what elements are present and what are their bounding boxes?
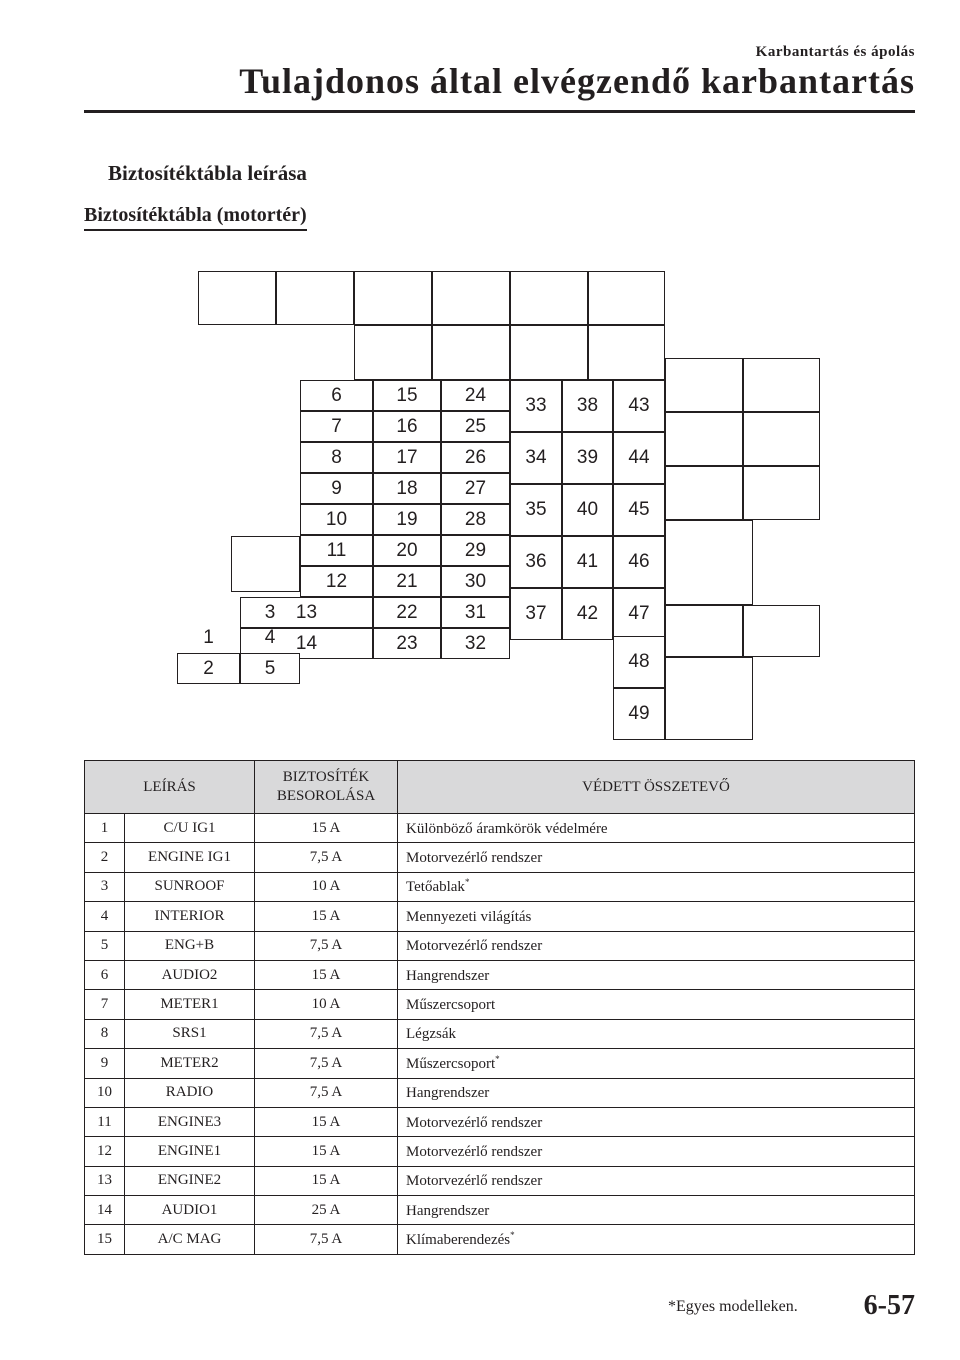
fuse-slot bbox=[743, 412, 820, 466]
fuse-number-text: 1 bbox=[100, 819, 109, 836]
protected-component bbox=[398, 1225, 915, 1254]
protected-component-text: Műszercsoport bbox=[406, 997, 496, 1014]
fuse-slot bbox=[588, 325, 665, 380]
table-row bbox=[85, 1107, 915, 1136]
fuse-slot: 8 bbox=[300, 442, 373, 473]
fuse-number bbox=[85, 1019, 125, 1048]
protected-component bbox=[398, 902, 915, 931]
fuse-description-text: AUDIO1 bbox=[161, 1201, 218, 1218]
protected-component bbox=[398, 814, 915, 843]
fuse-rating bbox=[255, 1166, 398, 1195]
fuse-number-text: 5 bbox=[100, 937, 109, 954]
fuse-number bbox=[85, 960, 125, 989]
fuse-slot: 20 bbox=[373, 535, 441, 566]
fuse-number bbox=[85, 872, 125, 901]
fuse-rating bbox=[255, 990, 398, 1019]
fuse-slot: 40 bbox=[562, 484, 613, 536]
fuse-rating-text: 10 A bbox=[311, 878, 341, 895]
table-row bbox=[85, 1166, 915, 1195]
fuse-slot: 48 bbox=[613, 636, 665, 688]
fuse-slot: 5 bbox=[240, 653, 300, 684]
fuse-description bbox=[125, 1137, 255, 1166]
table-row bbox=[85, 960, 915, 989]
fuse-slot: 44 bbox=[613, 432, 665, 484]
fuse-slot bbox=[743, 605, 820, 657]
fuse-description bbox=[125, 902, 255, 931]
fuse-slot: 45 bbox=[613, 484, 665, 536]
protected-component-text: Motorvezérlő rendszer bbox=[406, 1143, 543, 1160]
fuse-slot bbox=[510, 325, 588, 380]
fuse-slot bbox=[432, 271, 510, 325]
fuse-description-text: SRS1 bbox=[172, 1025, 207, 1042]
fuse-slot: 39 bbox=[562, 432, 613, 484]
fuse-description bbox=[125, 1019, 255, 1048]
table-row bbox=[85, 1196, 915, 1225]
fuse-description bbox=[125, 814, 255, 843]
fuse-slot: 23 bbox=[373, 628, 441, 659]
fuse-description-text: AUDIO2 bbox=[161, 966, 218, 983]
header-rating-line1: BIZTOSÍTÉK bbox=[282, 769, 370, 785]
fuse-slot: 1 bbox=[203, 626, 214, 648]
fuse-rating bbox=[255, 843, 398, 872]
fuse-number-text: 8 bbox=[100, 1025, 109, 1042]
fuse-rating-text: 7,5 A bbox=[309, 1025, 343, 1042]
protected-component-text: Mennyezeti világítás bbox=[406, 908, 532, 925]
footnote-star: * bbox=[510, 1230, 515, 1241]
fuse-slot: 19 bbox=[373, 504, 441, 535]
fuse-number bbox=[85, 1107, 125, 1136]
fuse-slot: 14 bbox=[240, 628, 373, 659]
fuse-slot: 21 bbox=[373, 566, 441, 597]
fuse-slot: 25 bbox=[441, 411, 510, 442]
fuse-description bbox=[125, 1166, 255, 1195]
fuse-rating-text: 15 A bbox=[311, 907, 341, 924]
protected-component bbox=[398, 1137, 915, 1166]
fuse-slot: 34 bbox=[510, 432, 562, 484]
fuse-number bbox=[85, 902, 125, 931]
table-row bbox=[85, 843, 915, 872]
fuse-rating-text: 7,5 A bbox=[309, 1054, 343, 1071]
fuse-description bbox=[125, 1049, 255, 1078]
fuse-description bbox=[125, 990, 255, 1019]
fuse-description bbox=[125, 872, 255, 901]
table-row bbox=[85, 1049, 915, 1078]
protected-component-text: Motorvezérlő rendszer bbox=[406, 1173, 543, 1190]
fuse-rating-text: 15 A bbox=[311, 819, 341, 836]
protected-component-text: Klímaberendezés bbox=[406, 1232, 511, 1249]
fuse-description bbox=[125, 1107, 255, 1136]
fuse-description-text: RADIO bbox=[165, 1084, 214, 1101]
fuse-number-text: 4 bbox=[100, 907, 109, 924]
fuse-slot: 3 bbox=[264, 601, 276, 623]
protected-component bbox=[398, 960, 915, 989]
fuse-slot: 47 bbox=[613, 588, 665, 640]
protected-component bbox=[398, 1019, 915, 1048]
fuse-rating-text: 10 A bbox=[311, 996, 341, 1013]
protected-component bbox=[398, 1166, 915, 1195]
fuse-rating-text: 25 A bbox=[311, 1201, 341, 1218]
fuse-number-text: 15 bbox=[97, 1231, 112, 1248]
footnote-star: * bbox=[464, 877, 470, 888]
protected-component bbox=[398, 872, 915, 901]
fuse-rating-text: 7,5 A bbox=[309, 849, 343, 866]
fuse-number-text: 6 bbox=[100, 966, 109, 983]
table-row bbox=[85, 931, 915, 960]
protected-component-text: Műszercsoport bbox=[406, 1055, 496, 1072]
fuse-slot: 37 bbox=[510, 588, 562, 640]
fuse-description-text: C/U IG1 bbox=[163, 819, 216, 836]
footnote: *Egyes modelleken. bbox=[668, 1298, 798, 1315]
fuse-number bbox=[85, 1225, 125, 1254]
section-title: Biztosítéktábla leírása bbox=[108, 161, 307, 185]
fuse-number bbox=[85, 843, 125, 872]
fuse-slot bbox=[432, 325, 510, 380]
protected-component-text: Hangrendszer bbox=[406, 967, 490, 984]
protected-component bbox=[398, 1049, 915, 1078]
fuse-slot: 46 bbox=[613, 536, 665, 588]
fuse-slot bbox=[354, 271, 432, 325]
table-row bbox=[85, 872, 915, 901]
fuse-description bbox=[125, 960, 255, 989]
fuse-slot: 24 bbox=[441, 380, 510, 411]
fuse-slot bbox=[276, 271, 354, 325]
fuse-number bbox=[85, 1196, 125, 1225]
fuse-number-text: 9 bbox=[100, 1054, 109, 1071]
protected-component bbox=[398, 1078, 915, 1107]
fuse-rating bbox=[255, 902, 398, 931]
fuse-rating bbox=[255, 1225, 398, 1254]
fuse-description bbox=[125, 1196, 255, 1225]
protected-component bbox=[398, 843, 915, 872]
fuse-slot: 4 bbox=[264, 626, 276, 648]
fuse-number bbox=[85, 931, 125, 960]
fuse-slot bbox=[665, 466, 743, 520]
fuse-description-text: METER2 bbox=[160, 1054, 219, 1071]
fuse-slot bbox=[198, 271, 276, 325]
fuse-slot: 9 bbox=[300, 473, 373, 504]
fuse-number bbox=[85, 1166, 125, 1195]
fuse-description-text: ENGINE3 bbox=[157, 1113, 222, 1130]
protected-component-text: Motorvezérlő rendszer bbox=[406, 1114, 543, 1131]
fuse-description-text: INTERIOR bbox=[154, 907, 225, 924]
page-title: Tulajdonos által elvégzendő karbantartás bbox=[239, 61, 915, 101]
fuse-slot bbox=[665, 605, 743, 657]
fuse-table bbox=[84, 760, 915, 1255]
fuse-slot: 42 bbox=[562, 588, 613, 640]
fuse-slot: 28 bbox=[441, 504, 510, 535]
protected-component-text: Hangrendszer bbox=[406, 1085, 490, 1102]
fuse-rating-text: 7,5 A bbox=[309, 1231, 343, 1248]
fuse-number-text: 3 bbox=[100, 878, 109, 895]
fuse-slot bbox=[665, 358, 743, 412]
fuse-number-text: 2 bbox=[100, 849, 109, 866]
fuse-description-text: ENGINE2 bbox=[157, 1172, 222, 1189]
fuse-description-text: ENGINE1 bbox=[157, 1142, 222, 1159]
fuse-description-text: METER1 bbox=[160, 996, 219, 1013]
fuse-slot: 7 bbox=[300, 411, 373, 442]
protected-component-text: Motorvezérlő rendszer bbox=[406, 938, 543, 955]
table-row bbox=[85, 902, 915, 931]
fuse-slot bbox=[588, 271, 665, 325]
fuse-rating bbox=[255, 1107, 398, 1136]
fuse-rating-text: 7,5 A bbox=[309, 1084, 343, 1101]
protected-component-text: Különböző áramkörök védelmére bbox=[406, 820, 608, 837]
fuse-number bbox=[85, 990, 125, 1019]
fuse-number bbox=[85, 1137, 125, 1166]
fuse-rating bbox=[255, 1078, 398, 1107]
fuse-slot: 16 bbox=[373, 411, 441, 442]
footnote-star: * bbox=[495, 1053, 500, 1064]
fuse-rating bbox=[255, 814, 398, 843]
fuse-number bbox=[85, 814, 125, 843]
fuse-rating-text: 7,5 A bbox=[309, 937, 343, 954]
table-row bbox=[85, 1225, 915, 1254]
fuse-number bbox=[85, 1078, 125, 1107]
protected-component-text: Hangrendszer bbox=[406, 1202, 490, 1219]
fuse-number-text: 7 bbox=[100, 996, 109, 1013]
fuse-slot: 49 bbox=[613, 688, 665, 740]
fuse-number-text: 12 bbox=[97, 1142, 112, 1159]
fuse-slot: 12 bbox=[300, 566, 373, 597]
protected-component bbox=[398, 1196, 915, 1225]
header-description: LEÍRÁS bbox=[85, 761, 255, 814]
fuse-slot: 43 bbox=[613, 380, 665, 432]
fuse-slot bbox=[665, 412, 743, 466]
header-rating bbox=[255, 761, 398, 814]
fuse-slot: 26 bbox=[441, 442, 510, 473]
fuse-slot bbox=[665, 657, 753, 740]
fuse-slot: 27 bbox=[441, 473, 510, 504]
fuse-slot bbox=[743, 466, 820, 520]
fuse-rating bbox=[255, 872, 398, 901]
table-row bbox=[85, 1137, 915, 1166]
fuse-rating bbox=[255, 1019, 398, 1048]
fuse-rating-text: 15 A bbox=[311, 966, 341, 983]
fuse-table-header bbox=[85, 761, 915, 814]
fuse-slot: 33 bbox=[510, 380, 562, 432]
table-row bbox=[85, 990, 915, 1019]
protected-component bbox=[398, 1107, 915, 1136]
fuse-number-text: 10 bbox=[97, 1084, 112, 1101]
fuse-slot: 32 bbox=[441, 628, 510, 659]
fuse-slot: 35 bbox=[510, 484, 562, 536]
fuse-slot: 41 bbox=[562, 536, 613, 588]
protected-component bbox=[398, 990, 915, 1019]
fuse-slot: 11 bbox=[300, 535, 373, 566]
protected-component-text: Légzsák bbox=[406, 1026, 456, 1043]
fuse-description bbox=[125, 931, 255, 960]
fuse-slot: 6 bbox=[300, 380, 373, 411]
fuse-slot: 18 bbox=[373, 473, 441, 504]
fuse-rating-text: 15 A bbox=[311, 1172, 341, 1189]
header-component: VÉDETT ÖSSZETEVŐ bbox=[398, 761, 915, 814]
fuse-slot: 10 bbox=[300, 504, 373, 535]
fuse-rating bbox=[255, 960, 398, 989]
fuse-rating bbox=[255, 1049, 398, 1078]
page-number: 6-57 bbox=[863, 1290, 915, 1321]
fuse-slot: 31 bbox=[441, 597, 510, 628]
fuse-slot bbox=[231, 536, 300, 592]
fuse-description bbox=[125, 1225, 255, 1254]
fuse-description-text: ENGINE IG1 bbox=[148, 849, 231, 866]
fuse-description bbox=[125, 843, 255, 872]
fuse-rating bbox=[255, 1196, 398, 1225]
fuse-slot bbox=[510, 271, 588, 325]
fuse-rating bbox=[255, 1137, 398, 1166]
fuse-slot: 36 bbox=[510, 536, 562, 588]
fuse-slot bbox=[354, 325, 432, 380]
protected-component-text: Motorvezérlő rendszer bbox=[406, 850, 543, 867]
fuse-description bbox=[125, 1078, 255, 1107]
table-row bbox=[85, 1078, 915, 1107]
fuse-slot: 29 bbox=[441, 535, 510, 566]
subsection-title: Biztosítéktábla (motortér) bbox=[84, 204, 307, 231]
fuse-slot: 13 bbox=[240, 597, 373, 628]
fuse-slot bbox=[743, 358, 820, 412]
table-row bbox=[85, 1019, 915, 1048]
fuse-rating-text: 15 A bbox=[311, 1113, 341, 1130]
fuse-slot: 38 bbox=[562, 380, 613, 432]
fuse-slot: 30 bbox=[441, 566, 510, 597]
table-row bbox=[85, 814, 915, 843]
fuse-number bbox=[85, 1049, 125, 1078]
fuse-slot: 22 bbox=[373, 597, 441, 628]
fuse-slot: 2 bbox=[177, 653, 240, 684]
fuse-description-text: ENG+B bbox=[164, 937, 215, 954]
header-section: Karbantartás és ápolás bbox=[755, 44, 915, 60]
protected-component-text: Tetőablak bbox=[406, 879, 465, 896]
fuse-number-text: 13 bbox=[97, 1172, 112, 1189]
header-rating-line2: BESOROLÁSA bbox=[276, 788, 376, 804]
fuse-slot: 15 bbox=[373, 380, 441, 411]
fuse-number-text: 11 bbox=[97, 1113, 112, 1130]
fuse-rating-text: 15 A bbox=[311, 1142, 341, 1159]
fuse-rating bbox=[255, 931, 398, 960]
protected-component bbox=[398, 931, 915, 960]
fuse-number-text: 14 bbox=[97, 1201, 112, 1218]
fuse-slot: 17 bbox=[373, 442, 441, 473]
fuse-description-text: A/C MAG bbox=[157, 1231, 222, 1248]
fuse-slot bbox=[665, 520, 753, 605]
fuse-description-text: SUNROOF bbox=[154, 878, 225, 895]
